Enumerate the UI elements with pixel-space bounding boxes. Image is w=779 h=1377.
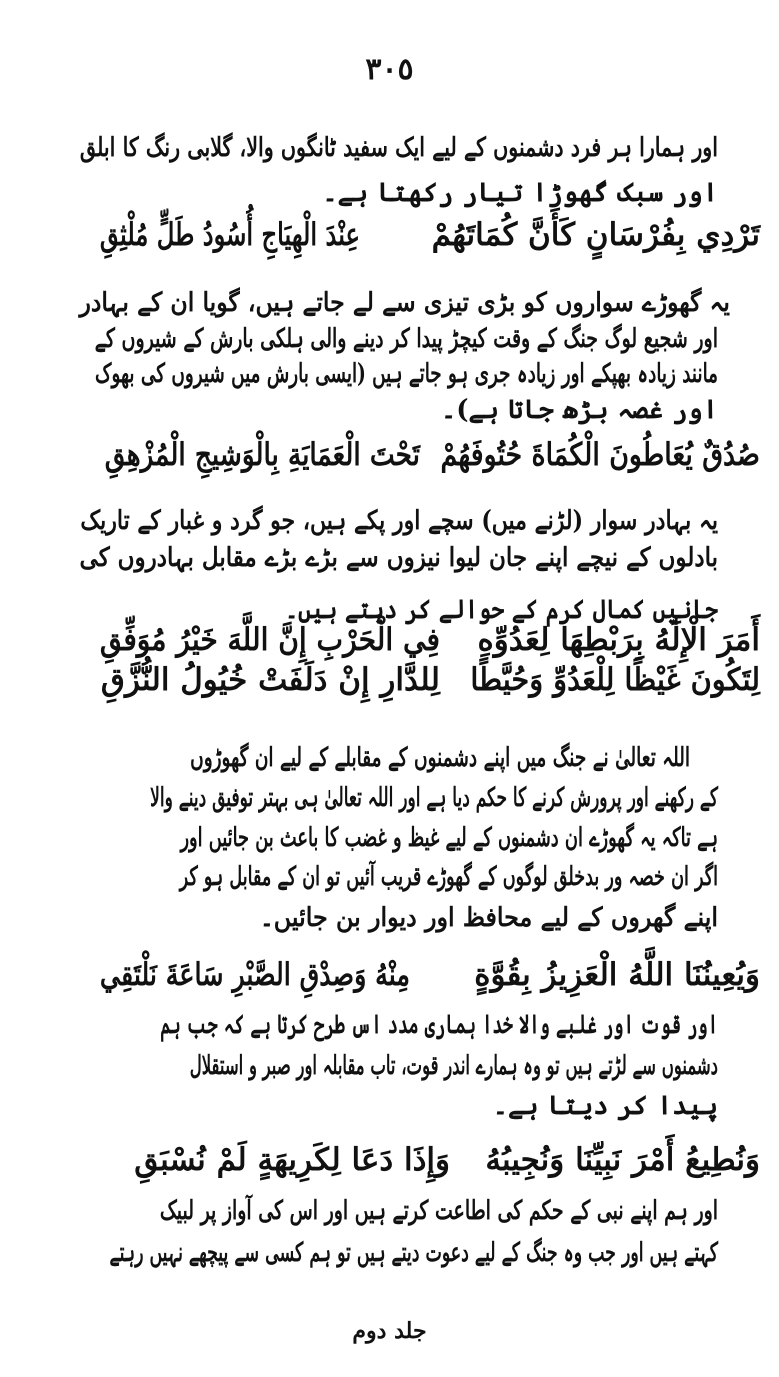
verse-hemistich-right: وَيُعِينُنَا اللَّهُ الْعَزِيزُ بِقُوَّةٍ <box>474 957 760 993</box>
verse-hemistich-left: مِنْهُ وَصِدْقِ الصَّبْرِ سَاعَةَ نَلْتَقِي <box>99 957 410 993</box>
verse-hemistich-right: وَنُطِيعُ أَمْرَ نَبِيِّنَا وَنُجِيبُهُ <box>485 1142 760 1178</box>
verse-hemistich-left: لِلدَّارِ إِنْ دَلَفَتْ خُيُولُ النُّزَّقِ <box>100 662 440 698</box>
verse-hemistich-left: وَإِذَا دَعَا لِكَرِيهَةٍ لَمْ نُسْبَقِ <box>134 1142 450 1178</box>
verse-hemistich-left: عِنْدَ الْهِيَاجِ أُسُودُ طَلٍّ مُلْثِقِ <box>99 217 360 253</box>
prose-line: پیدا کر دیتا ہے۔ <box>492 1091 718 1121</box>
verse-hemistich-right: لِتَكُونَ غَيْظًا لِلْعَدُوِّ وَحُيَّطًا <box>470 662 760 698</box>
verse-hemistich-left: فِي الْحَرْبِ إِنَّ اللَّهَ خَيْرُ مُوَفِّقِ <box>99 622 441 658</box>
verse-hemistich-left: تَحْتَ الْعَمَايَةِ بِالْوَشِيجِ الْمُزْهِقِ <box>104 437 420 473</box>
prose-line: یہ گھوڑے سواروں کو بڑی تیزی سے لے جاتے ہیں، گویا ان کے بہادر <box>79 288 731 318</box>
volume-footer: جلد دوم <box>352 1318 427 1344</box>
prose-line: کہتے ہیں اور جب وہ جنگ کے لیے دعوت دیتے ہیں تو ہم کسی سے پیچھے نہیں رہتے <box>109 1238 718 1268</box>
prose-line: جانیں کمال کرم کے حوالے کر دیتے ہیں۔ <box>285 595 718 625</box>
verse-hemistich-right: تَرْدِي بِفُرْسَانٍ كَأَنَّ كُمَاتَهُمْ <box>431 217 760 253</box>
verse-hemistich-right: صُدُقٌ يُعَاطُونَ الْكُمَاةَ حُتُوفَهُمْ <box>440 437 760 473</box>
prose-line: بادلوں کے نیچے اپنے جان لیوا نیزوں سے بڑے بڑے مقابل بہادروں کی <box>79 543 718 573</box>
prose-line: اور سبک گھوڑا تیار رکھتا ہے۔ <box>322 178 718 208</box>
prose-line: مانند زیادہ بھپکے اور زیادہ جری ہو جاتے ہیں (ایسی بارش میں شیروں کی بھوک <box>95 359 719 389</box>
prose-line: اور قوت اور غلبے والا خدا ہماری مدد اس طرح کرتا ہے کہ جب ہم <box>160 1010 718 1040</box>
prose-line: یہ بہادر سوار (لڑنے میں) سچے اور پکے ہیں، جو گرد و غبار کے تاریک <box>80 506 719 536</box>
prose-line: اور شجیع لوگ جنگ کے وقت کیچڑ پیدا کر دینے والی ہلکی بارش کے شیروں کے <box>94 324 719 354</box>
prose-line: اور غصہ بڑھ جاتا ہے)۔ <box>440 395 718 425</box>
prose-line: اور ہمارا ہر فرد دشمنوں کے لیے ایک سفید ٹانگوں والا، گلابی رنگ کا ابلق <box>79 133 718 163</box>
verse-hemistich-right: أَمَرَ الْإِلَٰهُ بِرَبْطِهَا لِعَدُوِّهِ <box>477 622 760 658</box>
prose-line: ہے تاکہ یہ گھوڑے ان دشمنوں کے لیے غیظ و غضب کا باعث بن جائیں اور <box>180 823 718 853</box>
prose-line: اور ہم اپنے نبی کے حکم کی اطاعت کرتے ہیں اور اس کی آواز پر لبیک <box>159 1196 718 1226</box>
prose-line: اپنے گھروں کے لیے محافظ اور دیوار بن جائیں۔ <box>259 903 718 933</box>
prose-line: کے رکھنے اور پرورش کرنے کا حکم دیا ہے اور اللہ تعالیٰ ہی بہتر توفیق دینے والا <box>150 783 718 813</box>
prose-line: اگر ان خصہ ور بدخلق لوگوں کے گھوڑے قریب آئیں تو ان کے مقابل ہو کر <box>179 862 718 892</box>
prose-line: دشمنوں سے لڑتے ہیں تو وہ ہمارے اندر قوت، تاب مقابلہ اور صبر و استقلال <box>189 1051 719 1081</box>
page-number: ٣٠٥ <box>365 52 414 87</box>
prose-line: اللہ تعالیٰ نے جنگ میں اپنے دشمنوں کے مقابلے کے لیے ان گھوڑوں <box>190 743 690 773</box>
